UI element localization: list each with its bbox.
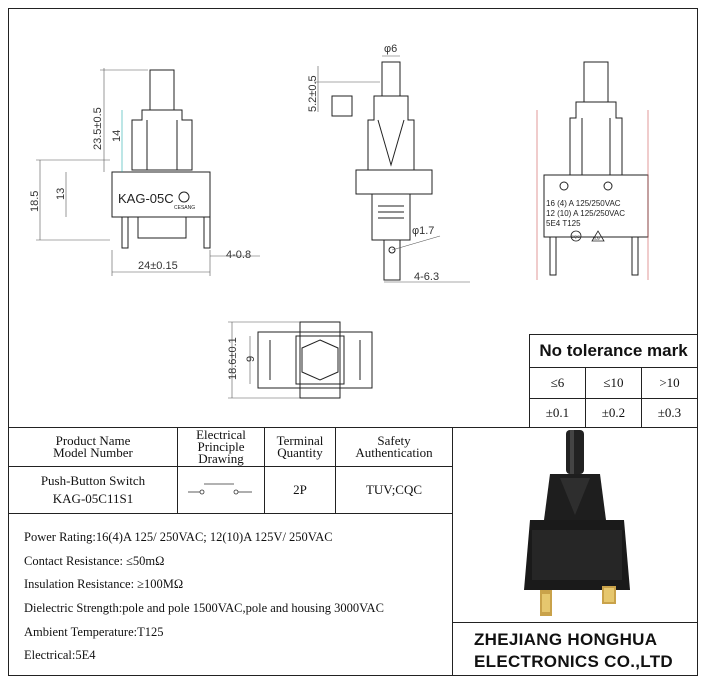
tolerance-value-2-text: ±0.2 (601, 405, 626, 420)
tolerance-range-3 (641, 367, 698, 399)
header-terminal-text: Terminal Quantity (276, 433, 324, 460)
row-drawing (177, 466, 265, 514)
tolerance-range-2 (585, 367, 642, 399)
row-product-text: Push-Button Switch KAG-05C11S1 (40, 473, 146, 506)
tolerance-range-1-text: ≤6 (550, 375, 565, 390)
bottom-view (258, 322, 372, 398)
header-safety-text: Safety Authentication (355, 433, 433, 460)
back-view (544, 62, 648, 275)
dim-width-body: 24±0.15 (138, 260, 178, 272)
header-product (8, 427, 178, 467)
cert-tuv: TUV (593, 237, 600, 241)
back-label-line1: 16 (4) A 125/250VAC (546, 199, 621, 208)
cert-cqc: CQC (571, 234, 580, 239)
dim-bottom-depth: 18.6±0.1 (227, 337, 239, 380)
row-product (8, 466, 178, 514)
tolerance-value-1 (529, 398, 586, 428)
dim-stroke: 5.2±0.5 (307, 75, 319, 112)
dim-bottom-inner: 9 (245, 355, 257, 362)
dim-terminal-side: 4-6.3 (414, 271, 440, 283)
dim-hole: φ1.7 (412, 225, 435, 237)
tolerance-range-3-text: >10 (659, 375, 680, 390)
tolerance-value-2 (585, 398, 642, 428)
dim-terminal-front: 4-0.8 (226, 249, 252, 261)
company-name-line1: ZHEJIANG HONGHUA (474, 630, 658, 649)
cert-marks (571, 231, 604, 241)
tolerance-title-text: No tolerance mark (539, 341, 688, 360)
dim-height-total: 23.5±0.5 (92, 107, 104, 150)
dim-height-cap: 14 (111, 129, 123, 142)
spec-ambient-temperature: Ambient Temperature:T125 (24, 625, 164, 639)
row-safety (335, 466, 453, 514)
tolerance-value-1-text: ±0.1 (545, 405, 570, 420)
row-terminal-text: 2P (293, 482, 307, 497)
tolerance-value-3 (641, 398, 698, 428)
photo-box (452, 427, 698, 623)
row-terminal (264, 466, 336, 514)
header-terminal (264, 427, 336, 467)
header-safety (335, 427, 453, 467)
dim-diameter-button: φ6 (384, 43, 398, 55)
tolerance-range-2-text: ≤10 (603, 375, 624, 390)
spec-contact-resistance: Contact Resistance: ≤50mΩ (24, 554, 165, 568)
spec-dielectric-strength: Dielectric Strength:pole and pole 1500VAC,pole and housing 3000VAC (24, 601, 384, 615)
model-label: KAG-05C (118, 191, 174, 206)
row-safety-text: TUV;CQC (365, 482, 423, 497)
spec-power-rating: Power Rating:16(4)A 125/ 250VAC; 12(10)A 125V/ 250VAC (24, 530, 333, 544)
back-label-line3: 5E4 T125 (546, 219, 581, 228)
spec-electrical: Electrical:5E4 (24, 648, 96, 662)
dim-height-body: 18.5 (29, 190, 41, 212)
dim-height-mid: 13 (55, 187, 67, 200)
company-name-line2: ELECTRONICS CO.,LTD (474, 652, 673, 671)
spec-insulation-resistance: Insulation Resistance: ≥100MΩ (24, 577, 184, 591)
tolerance-value-3-text: ±0.3 (657, 405, 682, 420)
front-view (112, 70, 210, 248)
brand-mark: CESANG (174, 205, 196, 211)
header-drawing-text: Electrical Principle Drawing (196, 427, 246, 466)
tolerance-title (529, 334, 698, 368)
back-label-line2: 12 (10) A 125/250VAC (546, 209, 626, 218)
tolerance-range-1 (529, 367, 586, 399)
side-view (332, 62, 435, 280)
header-drawing (177, 427, 265, 467)
header-product-text: Product Name Model Number (53, 433, 133, 460)
